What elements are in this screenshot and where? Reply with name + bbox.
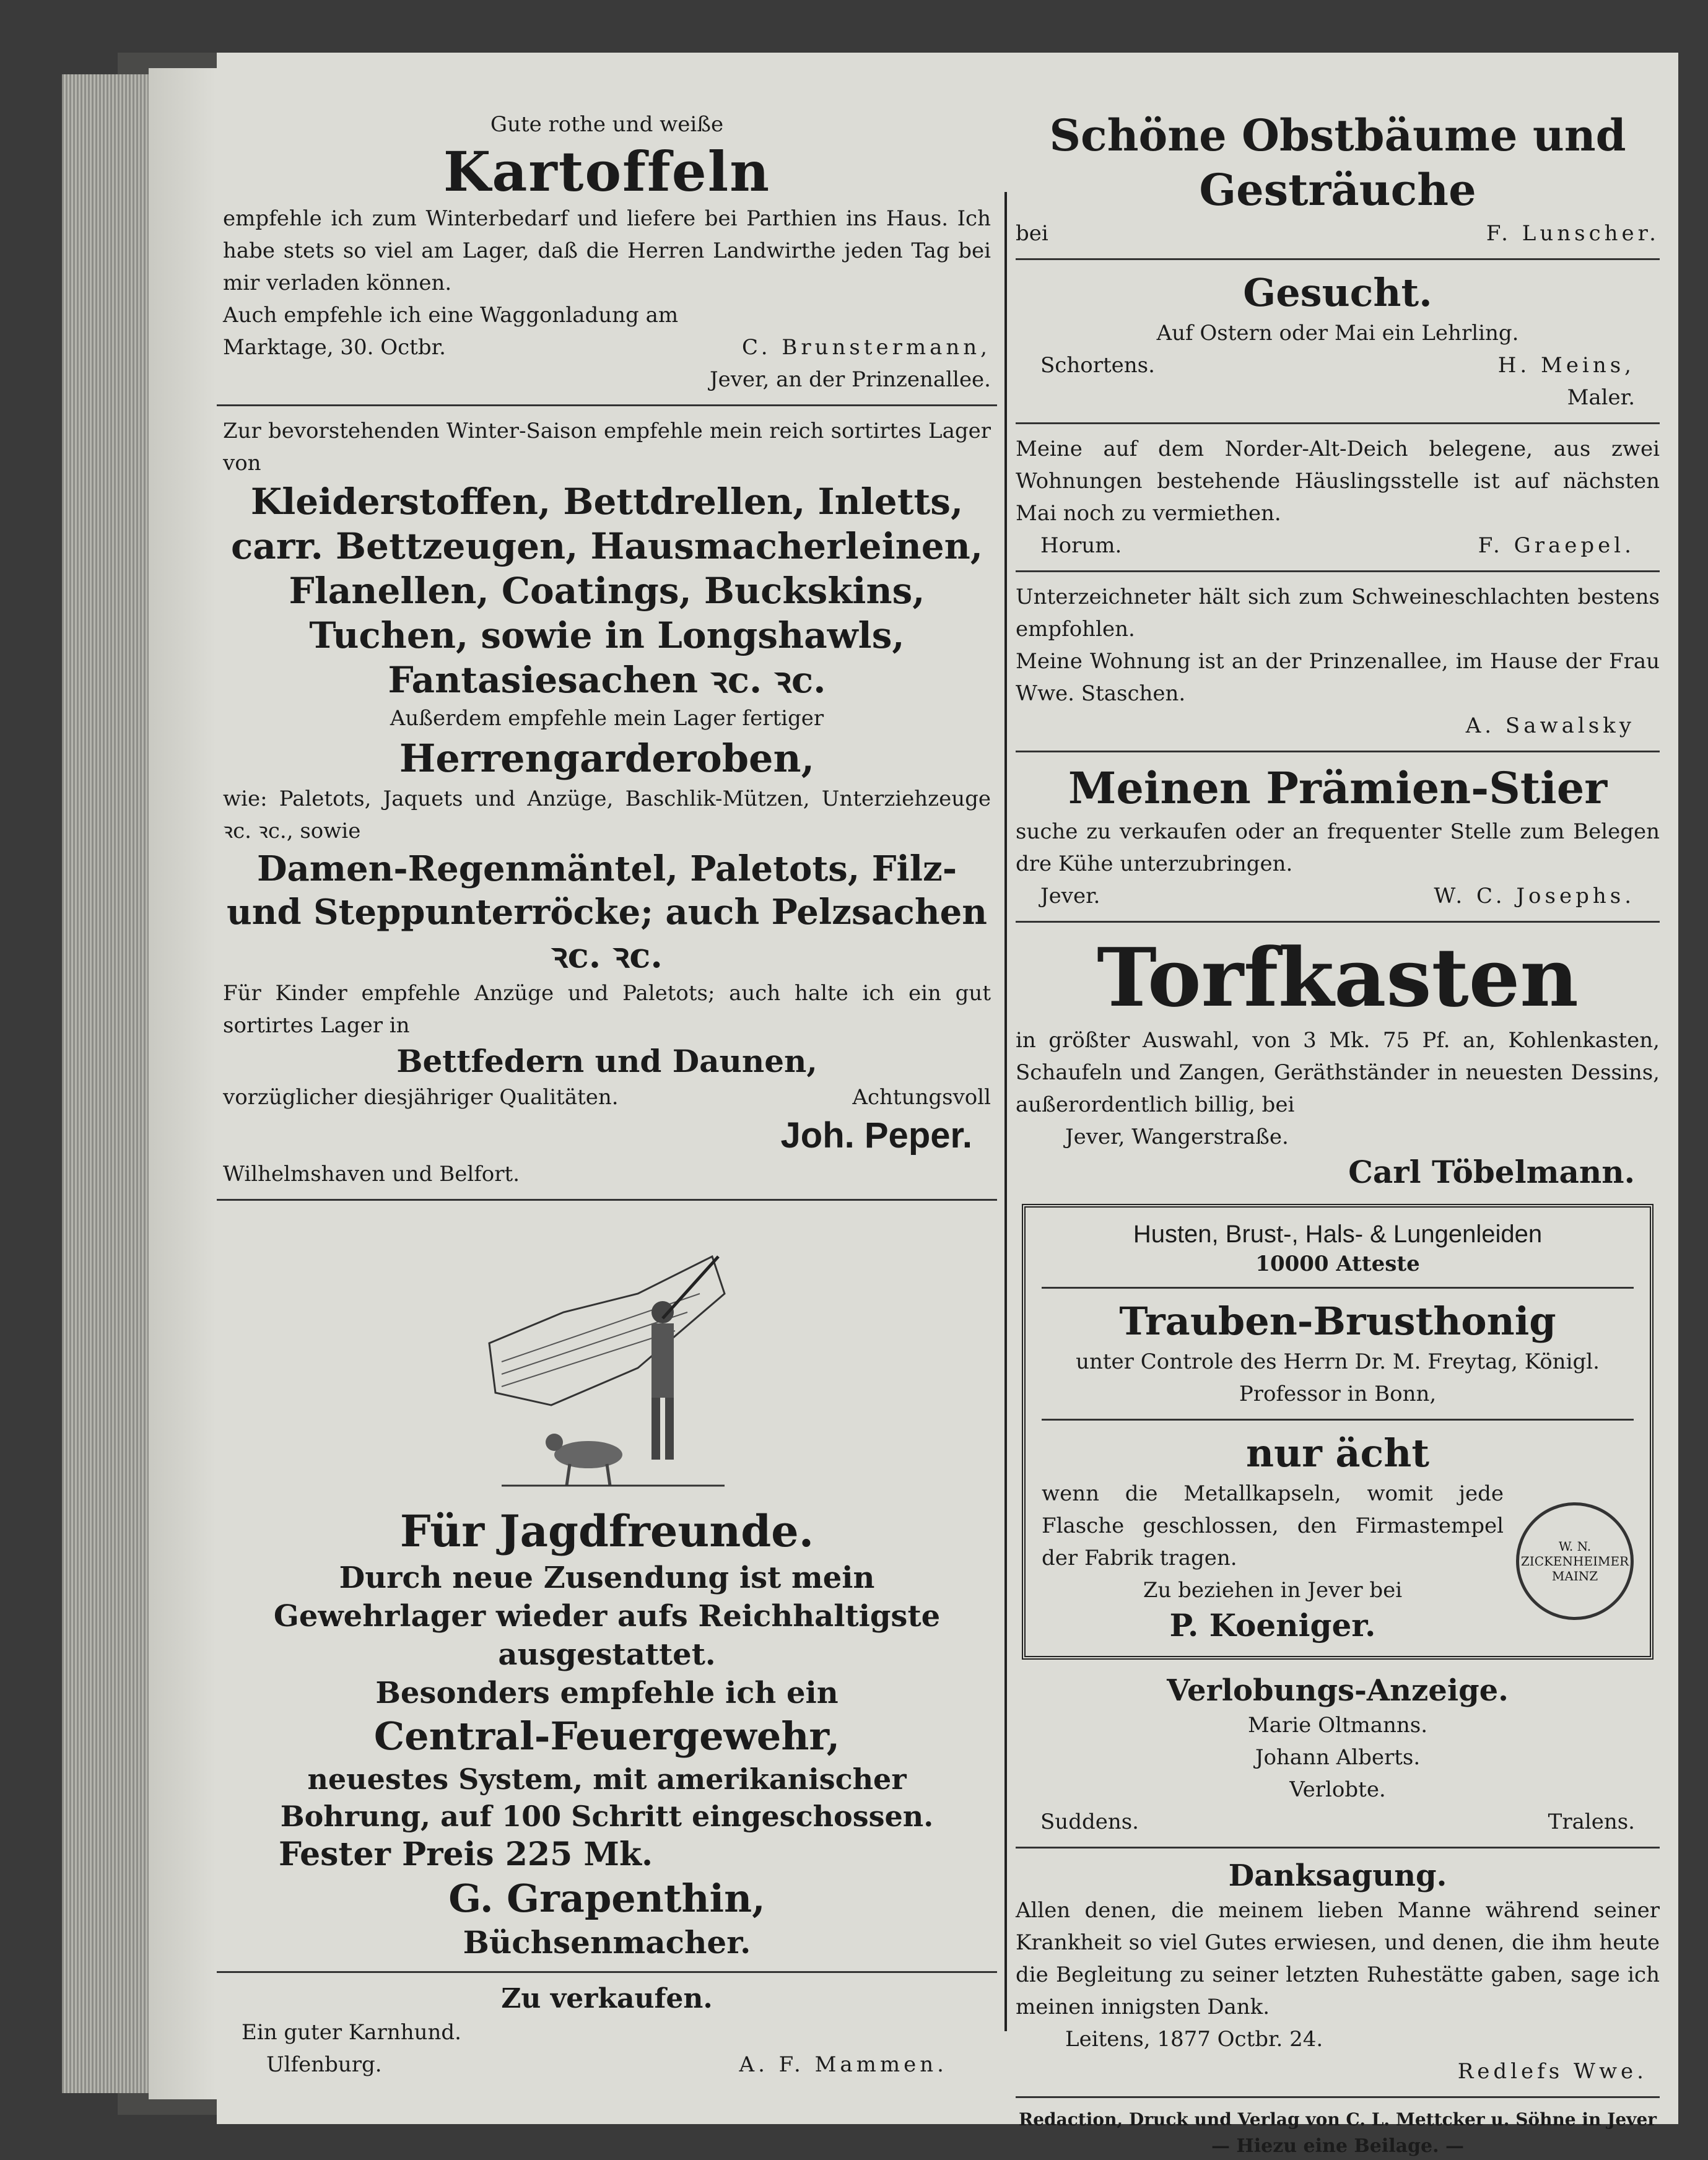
ad-title: Zu verkaufen. xyxy=(501,1983,713,2014)
ad-place: Wilhelmshaven und Belfort. xyxy=(223,1162,520,1187)
ad-gesucht xyxy=(1016,269,1660,414)
ad-herren-title: Herrengarderoben, xyxy=(399,736,815,781)
divider xyxy=(217,1199,997,1201)
ad-place: Schortens. xyxy=(1040,353,1155,378)
ad-body: suche zu verkaufen oder an frequenter Stelle zum Belegen dre Kühe unterzubringen. xyxy=(1016,819,1660,876)
ad-body-row xyxy=(1042,1478,1634,1645)
ad-profession: Büchsenmacher. xyxy=(463,1924,751,1961)
ad-name: C. Brunstermann, xyxy=(741,335,991,360)
ad-signature-row xyxy=(1016,349,1660,381)
ad-title: Meinen Prämien-Stier xyxy=(1068,762,1608,814)
divider xyxy=(1042,1419,1634,1421)
ad-name: F. Graepel. xyxy=(1478,533,1635,558)
ad-qual-row xyxy=(223,1081,991,1113)
ad-head-2: 10000 Atteste xyxy=(1255,1252,1420,1276)
ad-name: Redlefs Wwe. xyxy=(1457,2059,1647,2084)
left-column xyxy=(217,108,997,2081)
ad-body: wenn die Metallkapseln, womit jede Flasche geschlossen, den Firmastempel der Fabrik tragen. xyxy=(1042,1481,1504,1570)
ad-zu-verkaufen xyxy=(217,1982,997,2081)
divider xyxy=(1016,1847,1660,1849)
ad-body: Durch neue Zusendung ist mein Gewehrlager wieder aufs Reichhaltigste ausgestattet. xyxy=(273,1561,941,1672)
ad-name-2: Johann Alberts. xyxy=(1255,1745,1421,1770)
ad-body: in größter Auswahl, von 3 Mk. 75 Pf. an, Kohlenkasten, Schaufeln und Zangen, Geräthständer in neuesten Dessins, außerordentlich billig, bei xyxy=(1016,1028,1660,1117)
ad-name-1: Marie Oltmanns. xyxy=(1247,1713,1428,1738)
divider xyxy=(1016,570,1660,572)
ad-body: Meine auf dem Norder-Alt-Deich belegene, aus zwei Wohnungen bestehende Häuslingsstelle ist auf nächsten Mai noch zu vermiethen. xyxy=(1016,437,1660,526)
ad-body: Allen denen, die meinem lieben Manne während seiner Krankheit so viel Gutes erwiesen, und denen, die ihm heute die Begleitung zu seiner letzten Ruhestätte gaben, sage ich meinen innigsten Dank. xyxy=(1016,1898,1660,2019)
ad-title: Schöne Obstbäume und Gesträuche xyxy=(1049,110,1626,216)
ad-title: Gesucht. xyxy=(1243,270,1432,315)
ad-date: Leitens, 1877 Octbr. 24. xyxy=(1065,2027,1323,2052)
ad-signature-row xyxy=(242,2049,972,2081)
ad-body-2: Meine Wohnung ist an der Prinzenallee, im Hause der Frau Wwe. Staschen. xyxy=(1016,649,1660,706)
ad-betten: Bettfedern und Daunen, xyxy=(396,1043,817,1079)
ad-body-2: Auch empfehle ich eine Waggonladung am xyxy=(223,303,679,328)
ad-signature-row xyxy=(1016,217,1660,250)
ad-title: Torfkasten xyxy=(1097,930,1579,1025)
ad-intro: Zur bevorstehenden Winter-Saison empfehle mein reich sortirtes Lager von xyxy=(223,419,991,476)
ad-place-2: Tralens. xyxy=(1548,1809,1635,1834)
divider xyxy=(1016,258,1660,260)
ad-control: unter Controle des Herrn Dr. M. Freytag, Königl. Professor in Bonn, xyxy=(1076,1349,1600,1406)
ad-obstbaeume xyxy=(1016,108,1660,250)
ad-name: G. Grapenthin, xyxy=(448,1876,765,1921)
right-column xyxy=(1016,108,1660,2160)
ad-bezug: Zu beziehen in Jever bei xyxy=(1143,1578,1403,1603)
ad-schweineschlachten xyxy=(1016,581,1660,742)
ad-kartoffeln xyxy=(217,108,997,396)
ad-nur-aecht: nur ächt xyxy=(1245,1431,1430,1476)
ad-name: Carl Töbelmann. xyxy=(1348,1154,1635,1190)
column-divider xyxy=(1004,192,1007,2031)
ad-body: Unterzeichneter hält sich zum Schweineschlachten bestens empfohlen. xyxy=(1016,585,1660,642)
ad-title: Danksagung. xyxy=(1228,1858,1447,1893)
ad-mid: Außerdem empfehle mein Lager fertiger xyxy=(390,706,824,731)
ad-title: Trauben-Brusthonig xyxy=(1119,1299,1556,1344)
ad-danksagung xyxy=(1016,1857,1660,2088)
ad-verlobung xyxy=(1016,1672,1660,1838)
ad-name: A. Sawalsky xyxy=(1465,713,1635,738)
ad-title: Für Jagdfreunde. xyxy=(399,1505,814,1557)
imprint: Redaction, Druck und Verlag von C. L. Mettcker u. Söhne in Jever xyxy=(1018,2109,1657,2130)
ad-place-1: Suddens. xyxy=(1040,1809,1139,1834)
page-edges xyxy=(62,74,155,2093)
supplement-note: — Hiezu eine Beilage. — xyxy=(1211,2135,1465,2157)
ad-signature-row xyxy=(1016,529,1660,562)
ad-intro: Gute rothe und weiße xyxy=(490,112,724,137)
ad-name: A. F. Mammen. xyxy=(739,2052,948,2077)
newspaper-page xyxy=(217,53,1678,2157)
ad-name: P. Koeniger. xyxy=(1169,1607,1376,1644)
ad-bei: bei xyxy=(1016,221,1048,246)
ad-signature-row xyxy=(1016,880,1660,912)
ad-verlobte: Verlobte. xyxy=(1289,1777,1386,1802)
ad-body: Ein guter Karnhund. xyxy=(242,2020,461,2045)
ad-kinder: Für Kinder empfehle Anzüge und Paletots; auch halte ich ein gut sortirtes Lager in xyxy=(223,981,991,1038)
divider xyxy=(217,1971,997,1973)
ad-praemien-stier xyxy=(1016,761,1660,912)
ad-title: Kartoffeln xyxy=(443,139,771,204)
ad-title: Verlobungs-Anzeige. xyxy=(1167,1673,1509,1708)
ad-place: Jever, Wangerstraße. xyxy=(1065,1125,1289,1149)
ad-name: W. C. Josephs. xyxy=(1434,884,1635,908)
ad-trade: Maler. xyxy=(1567,385,1635,410)
divider xyxy=(1016,2096,1660,2098)
ad-torfkasten xyxy=(1016,931,1660,1191)
company-stamp: W. N. ZICKENHEIMER MAINZ xyxy=(1516,1502,1634,1620)
ad-qual: vorzüglicher diesjähriger Qualitäten. xyxy=(223,1085,619,1110)
ad-name: F. Lunscher. xyxy=(1486,221,1660,246)
divider xyxy=(1016,422,1660,424)
ad-place: Jever. xyxy=(1040,884,1100,908)
ad-jagdfreunde xyxy=(217,1219,997,1962)
ad-place: Ulfenburg. xyxy=(266,2052,382,2077)
divider xyxy=(217,404,997,406)
ad-body-3: neuestes System, mit amerikanischer Bohrung, auf 100 Schritt eingeschossen. xyxy=(280,1762,934,1833)
ad-place: Horum. xyxy=(1040,533,1122,558)
hunter-illustration xyxy=(477,1219,737,1492)
divider xyxy=(1016,921,1660,923)
ad-address: Jever, an der Prinzenallee. xyxy=(709,367,991,392)
ad-haeuslingsstelle xyxy=(1016,433,1660,562)
divider xyxy=(1042,1287,1634,1289)
ad-achtung: Achtungsvoll xyxy=(852,1085,991,1110)
ad-name: H. Meins, xyxy=(1497,353,1635,378)
ad-signature-row xyxy=(223,331,991,364)
ad-gewehr: Central-Feuergewehr, xyxy=(373,1714,840,1759)
ad-brusthonig-box xyxy=(1022,1204,1654,1660)
ad-winter-saison xyxy=(217,415,997,1190)
ad-price: Fester Preis 225 Mk. xyxy=(279,1836,653,1873)
divider xyxy=(1016,751,1660,752)
ad-body-block xyxy=(1042,1478,1504,1645)
book-spine xyxy=(149,68,223,2099)
ad-head: Husten, Brust-, Hals- & Lungenleiden xyxy=(1133,1221,1543,1248)
ad-damen: Damen-Regenmäntel, Paletots, Filz- und Steppunterröcke; auch Pelzsachen ꝛc. ꝛc. xyxy=(227,848,987,976)
ad-date: Marktage, 30. Octbr. xyxy=(223,335,446,360)
ad-wie: wie: Paletots, Jaquets und Anzüge, Baschlik-Mützen, Unterziehzeuge ꝛc. ꝛc., sowie xyxy=(223,786,991,843)
ad-body: empfehle ich zum Winterbedarf und liefere bei Parthien ins Haus. Ich habe stets so viel am Lager, daß die Herren Landwirthe jeden Tag bei mir verladen können. xyxy=(223,206,991,295)
ad-places-row xyxy=(1016,1806,1660,1838)
ad-name: Joh. Peper. xyxy=(780,1115,972,1156)
ad-body-2: Besonders empfehle ich ein xyxy=(375,1676,839,1710)
ad-fabrics: Kleiderstoffen, Bettdrellen, Inletts, carr. Bettzeugen, Hausmacherleinen, Flanellen, Coatings, Buckskins, Tuchen, sowie in Longshawls, Fantasiesachen ꝛc. ꝛc. xyxy=(230,481,983,701)
ad-body: Auf Ostern oder Mai ein Lehrling. xyxy=(1156,321,1519,346)
